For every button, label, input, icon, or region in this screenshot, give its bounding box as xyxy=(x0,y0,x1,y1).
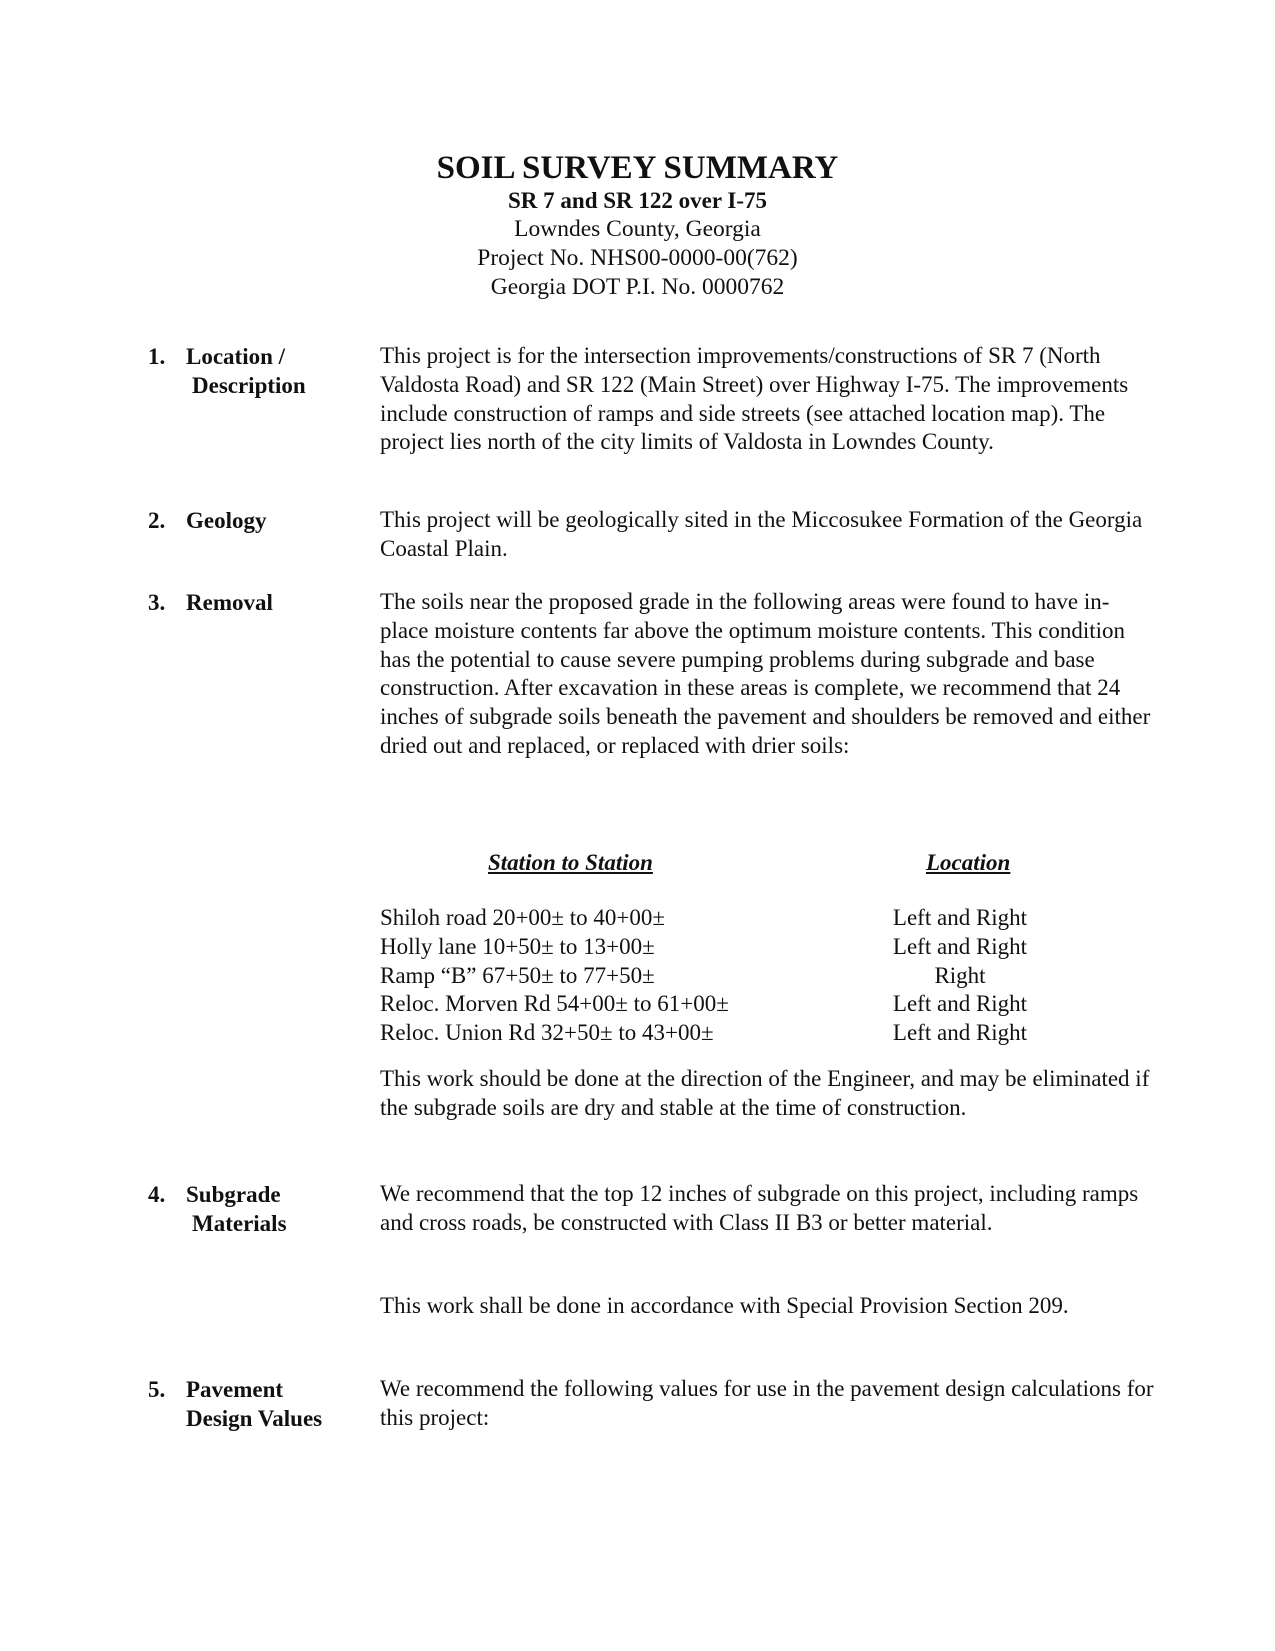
removal-table xyxy=(380,904,1080,1048)
section-4-body xyxy=(380,1180,1155,1238)
section-4-number: 4. xyxy=(148,1182,166,1207)
section-5-paragraph-1: We recommend the following values for use in the pavement design calculations for this project: xyxy=(380,1376,1154,1430)
section-3-number: 3. xyxy=(148,590,166,615)
section-2-label-line-1: Geology xyxy=(186,508,267,533)
section-1-paragraph-1: This project is for the intersection improvements/constructions of SR 7 (North Valdosta Road) and SR 122 (Main Street) over Highway I-75. The improvements include construction of ramps and side streets (see attached location map). The project lies north of the city limits of Valdosta in Lowndes County. xyxy=(380,343,1129,455)
section-3-label-line-1: Removal xyxy=(186,590,273,615)
section-1-label-line-2: Description xyxy=(192,373,306,398)
station-cell: Reloc. Morven Rd 54+00± to 61+00± xyxy=(380,991,729,1017)
section-2-number: 2. xyxy=(148,508,166,533)
section-5-label-line-2: Design Values xyxy=(186,1406,323,1431)
section-4-label xyxy=(186,1180,287,1238)
section-3-paragraph-1: The soils near the proposed grade in the following areas were found to have in-place moisture contents far above the optimum moisture contents. This condition has the potential to cause severe pumping problems during subgrade and base construction. After excavation in these areas is complete, we recommend that 24 inches of subgrade soils beneath the pavement and shoulders be removed and either dried out and replaced, or replaced with drier soils: xyxy=(380,589,1151,758)
section-3-paragraph-2: This work should be done at the direction of the Engineer, and may be eliminated if the subgrade soils are dry and stable at the time of construction. xyxy=(380,1066,1150,1120)
section-5-label xyxy=(186,1375,322,1433)
table-row xyxy=(380,990,1080,1019)
section-4-label-line-2: Materials xyxy=(192,1211,287,1236)
section-5-number: 5. xyxy=(148,1377,166,1402)
table-row xyxy=(380,904,1080,933)
location-cell: Left and Right xyxy=(892,991,1028,1017)
section-3-body-continued xyxy=(380,1065,1155,1123)
location-cell: Left and Right xyxy=(892,933,1028,959)
table-row xyxy=(380,933,1080,962)
section-4-paragraph-1: We recommend that the top 12 inches of subgrade on this project, including ramps and cross roads, be constructed with Class II B3 or better material. xyxy=(380,1181,1139,1235)
station-cell: Reloc. Union Rd 32+50± to 43+00± xyxy=(380,1020,714,1046)
section-2-paragraph-1: This project will be geologically sited in the Miccosukee Formation of the Georgia Coastal Plain. xyxy=(380,507,1143,561)
pi-number-line: Georgia DOT P.I. No. 0000762 xyxy=(490,274,785,300)
section-4-body-continued xyxy=(380,1292,1155,1321)
table-header-location: Location xyxy=(926,850,1011,875)
section-1-body xyxy=(380,342,1155,457)
section-1-number: 1. xyxy=(148,344,166,369)
location-cell: Left and Right xyxy=(892,905,1028,930)
table-header-station: Station to Station xyxy=(488,850,653,875)
station-cell: Shiloh road 20+00± to 40+00± xyxy=(380,905,666,930)
document-title: SOIL SURVEY SUMMARY xyxy=(436,150,839,186)
section-4-label-line-1: Subgrade xyxy=(186,1182,281,1207)
section-2-body xyxy=(380,506,1155,564)
project-number-line: Project No. NHS00-0000-00(762) xyxy=(477,245,798,271)
document-subtitle: SR 7 and SR 122 over I-75 xyxy=(508,188,767,213)
station-cell: Ramp “B” 67+50± to 77+50± xyxy=(380,962,655,988)
location-cell: Right xyxy=(934,962,986,988)
table-row xyxy=(380,962,1080,991)
section-5-body xyxy=(380,1375,1155,1433)
location-cell: Left and Right xyxy=(892,1020,1028,1046)
table-row xyxy=(380,1019,1080,1048)
section-4-paragraph-2: This work shall be done in accordance with Special Provision Section 209. xyxy=(380,1293,1069,1318)
section-1-label-line-1: Location / xyxy=(186,344,286,369)
section-3-body xyxy=(380,588,1155,761)
county-line: Lowndes County, Georgia xyxy=(514,216,761,242)
section-2-label xyxy=(186,506,267,535)
section-3-label xyxy=(186,588,273,617)
section-1-label xyxy=(186,342,306,400)
station-cell: Holly lane 10+50± to 13+00± xyxy=(380,933,655,959)
section-5-label-line-1: Pavement xyxy=(186,1377,284,1402)
